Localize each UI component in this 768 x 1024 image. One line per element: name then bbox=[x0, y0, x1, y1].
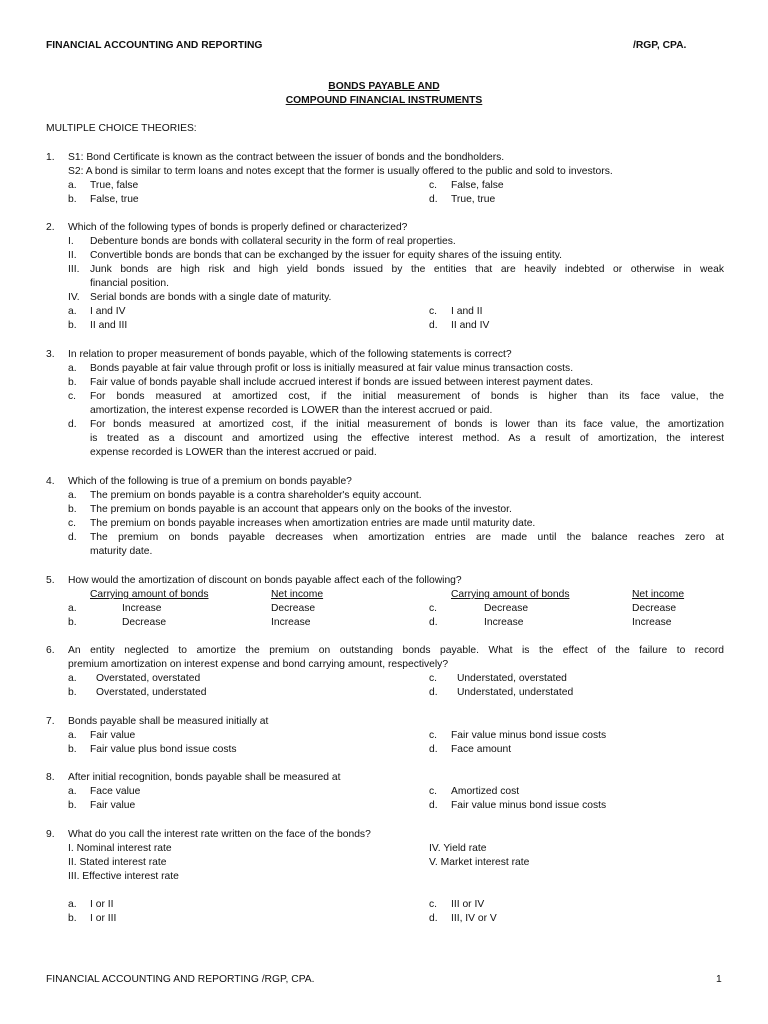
option-c-net-income: Decrease bbox=[632, 603, 677, 614]
option-label: b. bbox=[68, 687, 77, 698]
option-label: a. bbox=[68, 899, 77, 910]
option-c-line-2: amortization, the interest expense recorded is LOWER than the interest accrued or paid. bbox=[90, 405, 493, 416]
question-8 bbox=[46, 771, 724, 813]
option-d-net-income: Increase bbox=[632, 617, 672, 628]
option-label: b. bbox=[68, 377, 77, 388]
option-label: d. bbox=[429, 913, 438, 924]
option-label: d. bbox=[429, 320, 438, 331]
option-b: Fair value plus bond issue costs bbox=[90, 744, 237, 755]
option-label: c. bbox=[68, 391, 77, 402]
option-a: Fair value bbox=[90, 730, 136, 741]
question-stem: In relation to proper measurement of bonds payable, which of the following statements is correct? bbox=[68, 349, 512, 360]
footer-left: FINANCIAL ACCOUNTING AND REPORTING /RGP, CPA. bbox=[46, 974, 315, 985]
option-label: d. bbox=[429, 744, 438, 755]
question-5 bbox=[46, 574, 724, 630]
option-b: Fair value bbox=[90, 800, 136, 811]
statement-1: S1: Bond Certificate is known as the contract between the issuer of bonds and the bondholders. bbox=[68, 152, 505, 163]
option-d: Fair value minus bond issue costs bbox=[451, 800, 607, 811]
option-a: Bonds payable at fair value through profit or loss is initially measured at fair value minus transaction costs. bbox=[90, 363, 574, 374]
option-c: False, false bbox=[451, 180, 504, 191]
option-label: c. bbox=[429, 899, 438, 910]
option-c: Understated, overstated bbox=[457, 673, 567, 684]
option-label: a. bbox=[68, 363, 77, 374]
option-label: b. bbox=[68, 320, 77, 331]
option-c: Fair value minus bond issue costs bbox=[451, 730, 607, 741]
option-label: b. bbox=[68, 913, 77, 924]
question-4 bbox=[46, 475, 724, 559]
question-2 bbox=[46, 221, 724, 333]
question-number: 7. bbox=[46, 716, 55, 727]
item-iv: Serial bonds are bonds with a single date of maturity. bbox=[90, 292, 332, 303]
option-label: b. bbox=[68, 617, 77, 628]
header-right: /RGP, CPA. bbox=[633, 40, 687, 51]
option-label: b. bbox=[68, 194, 77, 205]
roman-label: IV. bbox=[68, 292, 80, 303]
option-a: The premium on bonds payable is a contra shareholder's equity account. bbox=[90, 490, 422, 501]
option-label: b. bbox=[68, 504, 77, 515]
item-ii: II. Stated interest rate bbox=[68, 857, 167, 868]
question-stem: What do you call the interest rate written on the face of the bonds? bbox=[68, 829, 371, 840]
option-a: I and IV bbox=[90, 306, 126, 317]
option-d-line-2: maturity date. bbox=[90, 546, 153, 557]
question-number: 1. bbox=[46, 152, 55, 163]
option-a-carrying: Increase bbox=[122, 603, 162, 614]
option-d-line-1: The premium on bonds payable decreases when amortization entries are made until the balance reaches zero at bbox=[90, 532, 724, 543]
title-line-1: BONDS PAYABLE AND bbox=[328, 81, 440, 92]
question-stem: After initial recognition, bonds payable shall be measured at bbox=[68, 772, 341, 783]
item-iii-line-2: financial position. bbox=[90, 278, 169, 289]
option-label: a. bbox=[68, 786, 77, 797]
option-label: c. bbox=[429, 306, 438, 317]
item-v: V. Market interest rate bbox=[429, 857, 530, 868]
question-number: 3. bbox=[46, 349, 55, 360]
statement-2: S2: A bond is similar to term loans and notes except that the former is usually offered to the public and sold to investors. bbox=[68, 166, 613, 177]
question-stem-line-1: An entity neglected to amortize the premium on outstanding bonds payable. What is the effect of the failure to record bbox=[68, 645, 724, 656]
item-iii-line-1: Junk bonds are high risk and high yield bonds issued by the entities that are heavily indebted or otherwise in weak bbox=[90, 264, 724, 275]
option-label: d. bbox=[68, 532, 77, 543]
option-d-line-1: For bonds measured at amortized cost, if the initial measurement of bonds is lower than its face value, the amortization bbox=[90, 419, 724, 430]
question-number: 2. bbox=[46, 222, 55, 233]
option-label: d. bbox=[429, 617, 438, 628]
option-label: a. bbox=[68, 180, 77, 191]
option-c-carrying: Decrease bbox=[484, 603, 529, 614]
option-b: Fair value of bonds payable shall include accrued interest if bonds are issued between interest payment dates. bbox=[90, 377, 594, 388]
question-stem: Which of the following is true of a premium on bonds payable? bbox=[68, 476, 352, 487]
option-a: Face value bbox=[90, 786, 141, 797]
option-label: c. bbox=[429, 673, 438, 684]
option-label: a. bbox=[68, 673, 77, 684]
option-c: III or IV bbox=[451, 899, 485, 910]
header-left: FINANCIAL ACCOUNTING AND REPORTING bbox=[46, 40, 263, 51]
question-number: 6. bbox=[46, 645, 55, 656]
option-a: True, false bbox=[90, 180, 139, 191]
option-b: The premium on bonds payable is an account that appears only on the books of the investor. bbox=[90, 504, 512, 515]
roman-label: II. bbox=[68, 250, 77, 261]
question-stem: How would the amortization of discount on bonds payable affect each of the following? bbox=[68, 575, 462, 586]
roman-label: III. bbox=[68, 264, 80, 275]
question-1 bbox=[46, 151, 724, 207]
option-a: I or II bbox=[90, 899, 114, 910]
option-d-line-2: is treated as a discount and amortized using the effective interest method. As a result of amortization, the interest bbox=[90, 433, 724, 444]
option-d: III, IV or V bbox=[451, 913, 497, 924]
section-heading: MULTIPLE CHOICE THEORIES: bbox=[46, 123, 197, 134]
option-c: The premium on bonds payable increases when amortization entries are made until maturity date. bbox=[90, 518, 536, 529]
option-label: a. bbox=[68, 306, 77, 317]
option-c-line-1: For bonds measured at amortized cost, if the initial measurement of bonds is higher than its face value, the bbox=[90, 391, 724, 402]
question-7 bbox=[46, 715, 724, 757]
question-6 bbox=[46, 644, 724, 700]
option-b: I or III bbox=[90, 913, 117, 924]
option-label: c. bbox=[429, 603, 438, 614]
question-number: 9. bbox=[46, 829, 55, 840]
option-a: Overstated, overstated bbox=[96, 673, 201, 684]
option-b: False, true bbox=[90, 194, 139, 205]
question-number: 8. bbox=[46, 772, 55, 783]
option-c: I and II bbox=[451, 306, 483, 317]
option-b: Overstated, understated bbox=[96, 687, 207, 698]
item-i: Debenture bonds are bonds with collateral security in the form of real properties. bbox=[90, 236, 456, 247]
question-stem: Bonds payable shall be measured initially at bbox=[68, 716, 269, 727]
roman-label: I. bbox=[68, 236, 74, 247]
question-9 bbox=[46, 828, 724, 926]
option-d: II and IV bbox=[451, 320, 490, 331]
col-header-carrying: Carrying amount of bonds bbox=[451, 589, 570, 600]
option-b-carrying: Decrease bbox=[122, 617, 167, 628]
option-label: d. bbox=[429, 687, 438, 698]
item-i: I. Nominal interest rate bbox=[68, 843, 172, 854]
option-d-line-3: expense recorded is LOWER than the interest accrued or paid. bbox=[90, 447, 377, 458]
col-header-net-income: Net income bbox=[271, 589, 324, 600]
item-ii: Convertible bonds are bonds that can be exchanged by the issuer for equity shares of the issuing entity. bbox=[90, 250, 563, 261]
option-d-carrying: Increase bbox=[484, 617, 524, 628]
question-stem: Which of the following types of bonds is properly defined or characterized? bbox=[68, 222, 408, 233]
option-label: c. bbox=[429, 786, 438, 797]
option-label: b. bbox=[68, 744, 77, 755]
item-iv: IV. Yield rate bbox=[429, 843, 487, 854]
col-header-net-income: Net income bbox=[632, 589, 685, 600]
option-c: Amortized cost bbox=[451, 786, 520, 797]
option-d: True, true bbox=[451, 194, 496, 205]
option-label: a. bbox=[68, 603, 77, 614]
option-label: a. bbox=[68, 490, 77, 501]
option-label: c. bbox=[429, 730, 438, 741]
question-number: 5. bbox=[46, 575, 55, 586]
option-d: Understated, understated bbox=[457, 687, 574, 698]
option-label: d. bbox=[429, 800, 438, 811]
option-label: c. bbox=[68, 518, 77, 529]
option-a-net-income: Decrease bbox=[271, 603, 316, 614]
col-header-carrying: Carrying amount of bonds bbox=[90, 589, 209, 600]
option-label: c. bbox=[429, 180, 438, 191]
title-line-2: COMPOUND FINANCIAL INSTRUMENTS bbox=[285, 95, 483, 106]
option-label: d. bbox=[68, 419, 77, 430]
question-3 bbox=[46, 348, 724, 460]
option-b: II and III bbox=[90, 320, 128, 331]
page-number: 1 bbox=[716, 974, 722, 985]
item-iii: III. Effective interest rate bbox=[68, 871, 179, 882]
option-label: d. bbox=[429, 194, 438, 205]
option-label: b. bbox=[68, 800, 77, 811]
question-number: 4. bbox=[46, 476, 55, 487]
option-b-net-income: Increase bbox=[271, 617, 311, 628]
option-d: Face amount bbox=[451, 744, 512, 755]
option-label: a. bbox=[68, 730, 77, 741]
question-stem-line-2: premium amortization on interest expense and bond carrying amount, respectively? bbox=[68, 659, 449, 670]
